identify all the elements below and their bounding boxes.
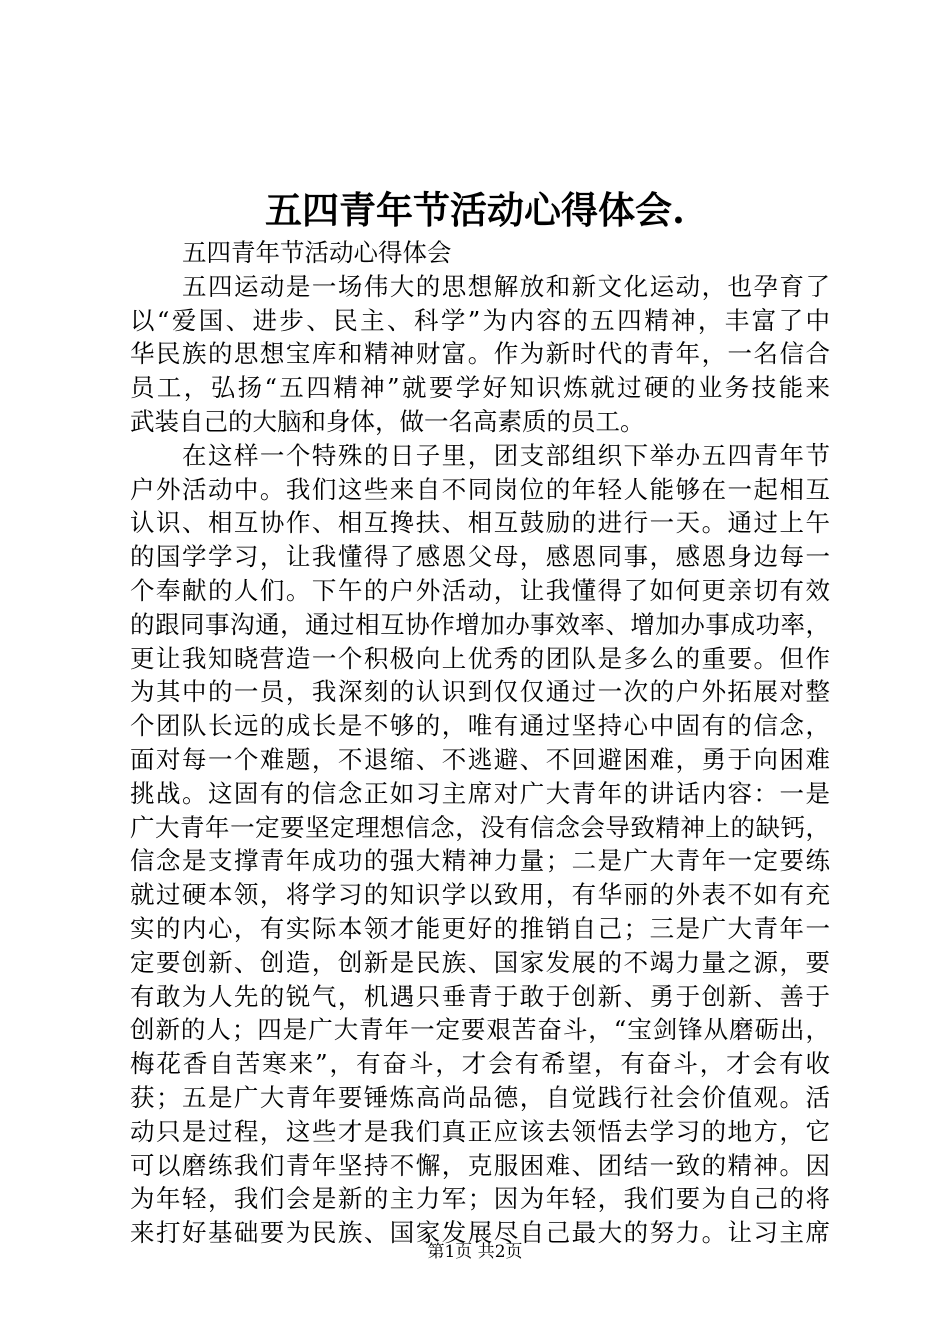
body-line: 信念是支撑青年成功的强大精神力量；二是广大青年一定要练 — [130, 846, 830, 876]
body-line: 动只是过程，这些才是我们真正应该去领悟去学习的地方，它 — [130, 1116, 830, 1146]
body-line: 就过硬本领，将学习的知识学以致用，有华丽的外表不如有充 — [130, 880, 830, 910]
body-line: 梅花香自苦寒来”，有奋斗，才会有希望，有奋斗，才会有收 — [130, 1049, 830, 1079]
body-line: 为其中的一员，我深刻的认识到仅仅通过一次的户外拓展对整 — [130, 677, 830, 707]
page-number: 第1页 共2页 — [427, 1242, 523, 1262]
document-title: 五四青年节活动心得体会. — [265, 188, 685, 232]
body-line: 实的内心，有实际本领才能更好的推销自己；三是广大青年一 — [130, 913, 830, 943]
body-line: 的国学学习，让我懂得了感恩父母，感恩同事，感恩身边每一 — [130, 542, 830, 572]
body-line: 来打好基础要为民族、国家发展尽自己最大的努力。让习主席 — [130, 1218, 830, 1248]
body-line: 有敢为人先的锐气，机遇只垂青于敢于创新、勇于创新、善于 — [130, 981, 830, 1011]
body-line: 五四运动是一场伟大的思想解放和新文化运动，也孕育了 — [182, 271, 830, 301]
body-line: 广大青年一定要坚定理想信念，没有信念会导致精神上的缺钙， — [130, 812, 830, 842]
body-line: 户外活动中。我们这些来自不同岗位的年轻人能够在一起相互 — [130, 474, 830, 504]
body-line: 员工，弘扬“五四精神”就要学好知识炼就过硬的业务技能来 — [130, 373, 830, 403]
body-line: 个团队长远的成长是不够的，唯有通过坚持心中固有的信念， — [130, 711, 830, 741]
body-line: 华民族的思想宝库和精神财富。作为新时代的青年，一名信合 — [130, 339, 830, 369]
body-line: 获；五是广大青年要锤炼高尚品德，自觉践行社会价值观。活 — [130, 1082, 830, 1112]
body-line: 为年轻，我们会是新的主力军；因为年轻，我们要为自己的将 — [130, 1184, 830, 1214]
body-line: 创新的人；四是广大青年一定要艰苦奋斗，“宝剑锋从磨砺出， — [130, 1015, 830, 1045]
body-line: 更让我知晓营造一个积极向上优秀的团队是多么的重要。但作 — [130, 643, 830, 673]
body-line: 武装自己的大脑和身体，做一名高素质的员工。 — [130, 406, 645, 436]
body-line: 定要创新、创造，创新是民族、国家发展的不竭力量之源，要 — [130, 947, 830, 977]
body-line: 以“爱国、进步、民主、科学”为内容的五四精神，丰富了中 — [130, 305, 830, 335]
body-line: 个奉献的人们。下午的户外活动，让我懂得了如何更亲切有效 — [130, 575, 830, 605]
body-line: 的跟同事沟通，通过相互协作增加办事效率、增加办事成功率， — [130, 609, 830, 639]
body-line: 认识、相互协作、相互搀扶、相互鼓励的进行一天。通过上午 — [130, 508, 830, 538]
document-body — [130, 236, 830, 1250]
body-line: 面对每一个难题，不退缩、不逃避、不回避困难，勇于向困难 — [130, 744, 830, 774]
body-line: 五四青年节活动心得体会 — [182, 238, 452, 267]
body-line: 在这样一个特殊的日子里，团支部组织下举办五四青年节 — [182, 440, 830, 470]
body-line: 可以磨练我们青年坚持不懈，克服困难、团结一致的精神。因 — [130, 1150, 830, 1180]
body-line: 挑战。这固有的信念正如习主席对广大青年的讲话内容：一是 — [130, 778, 830, 808]
